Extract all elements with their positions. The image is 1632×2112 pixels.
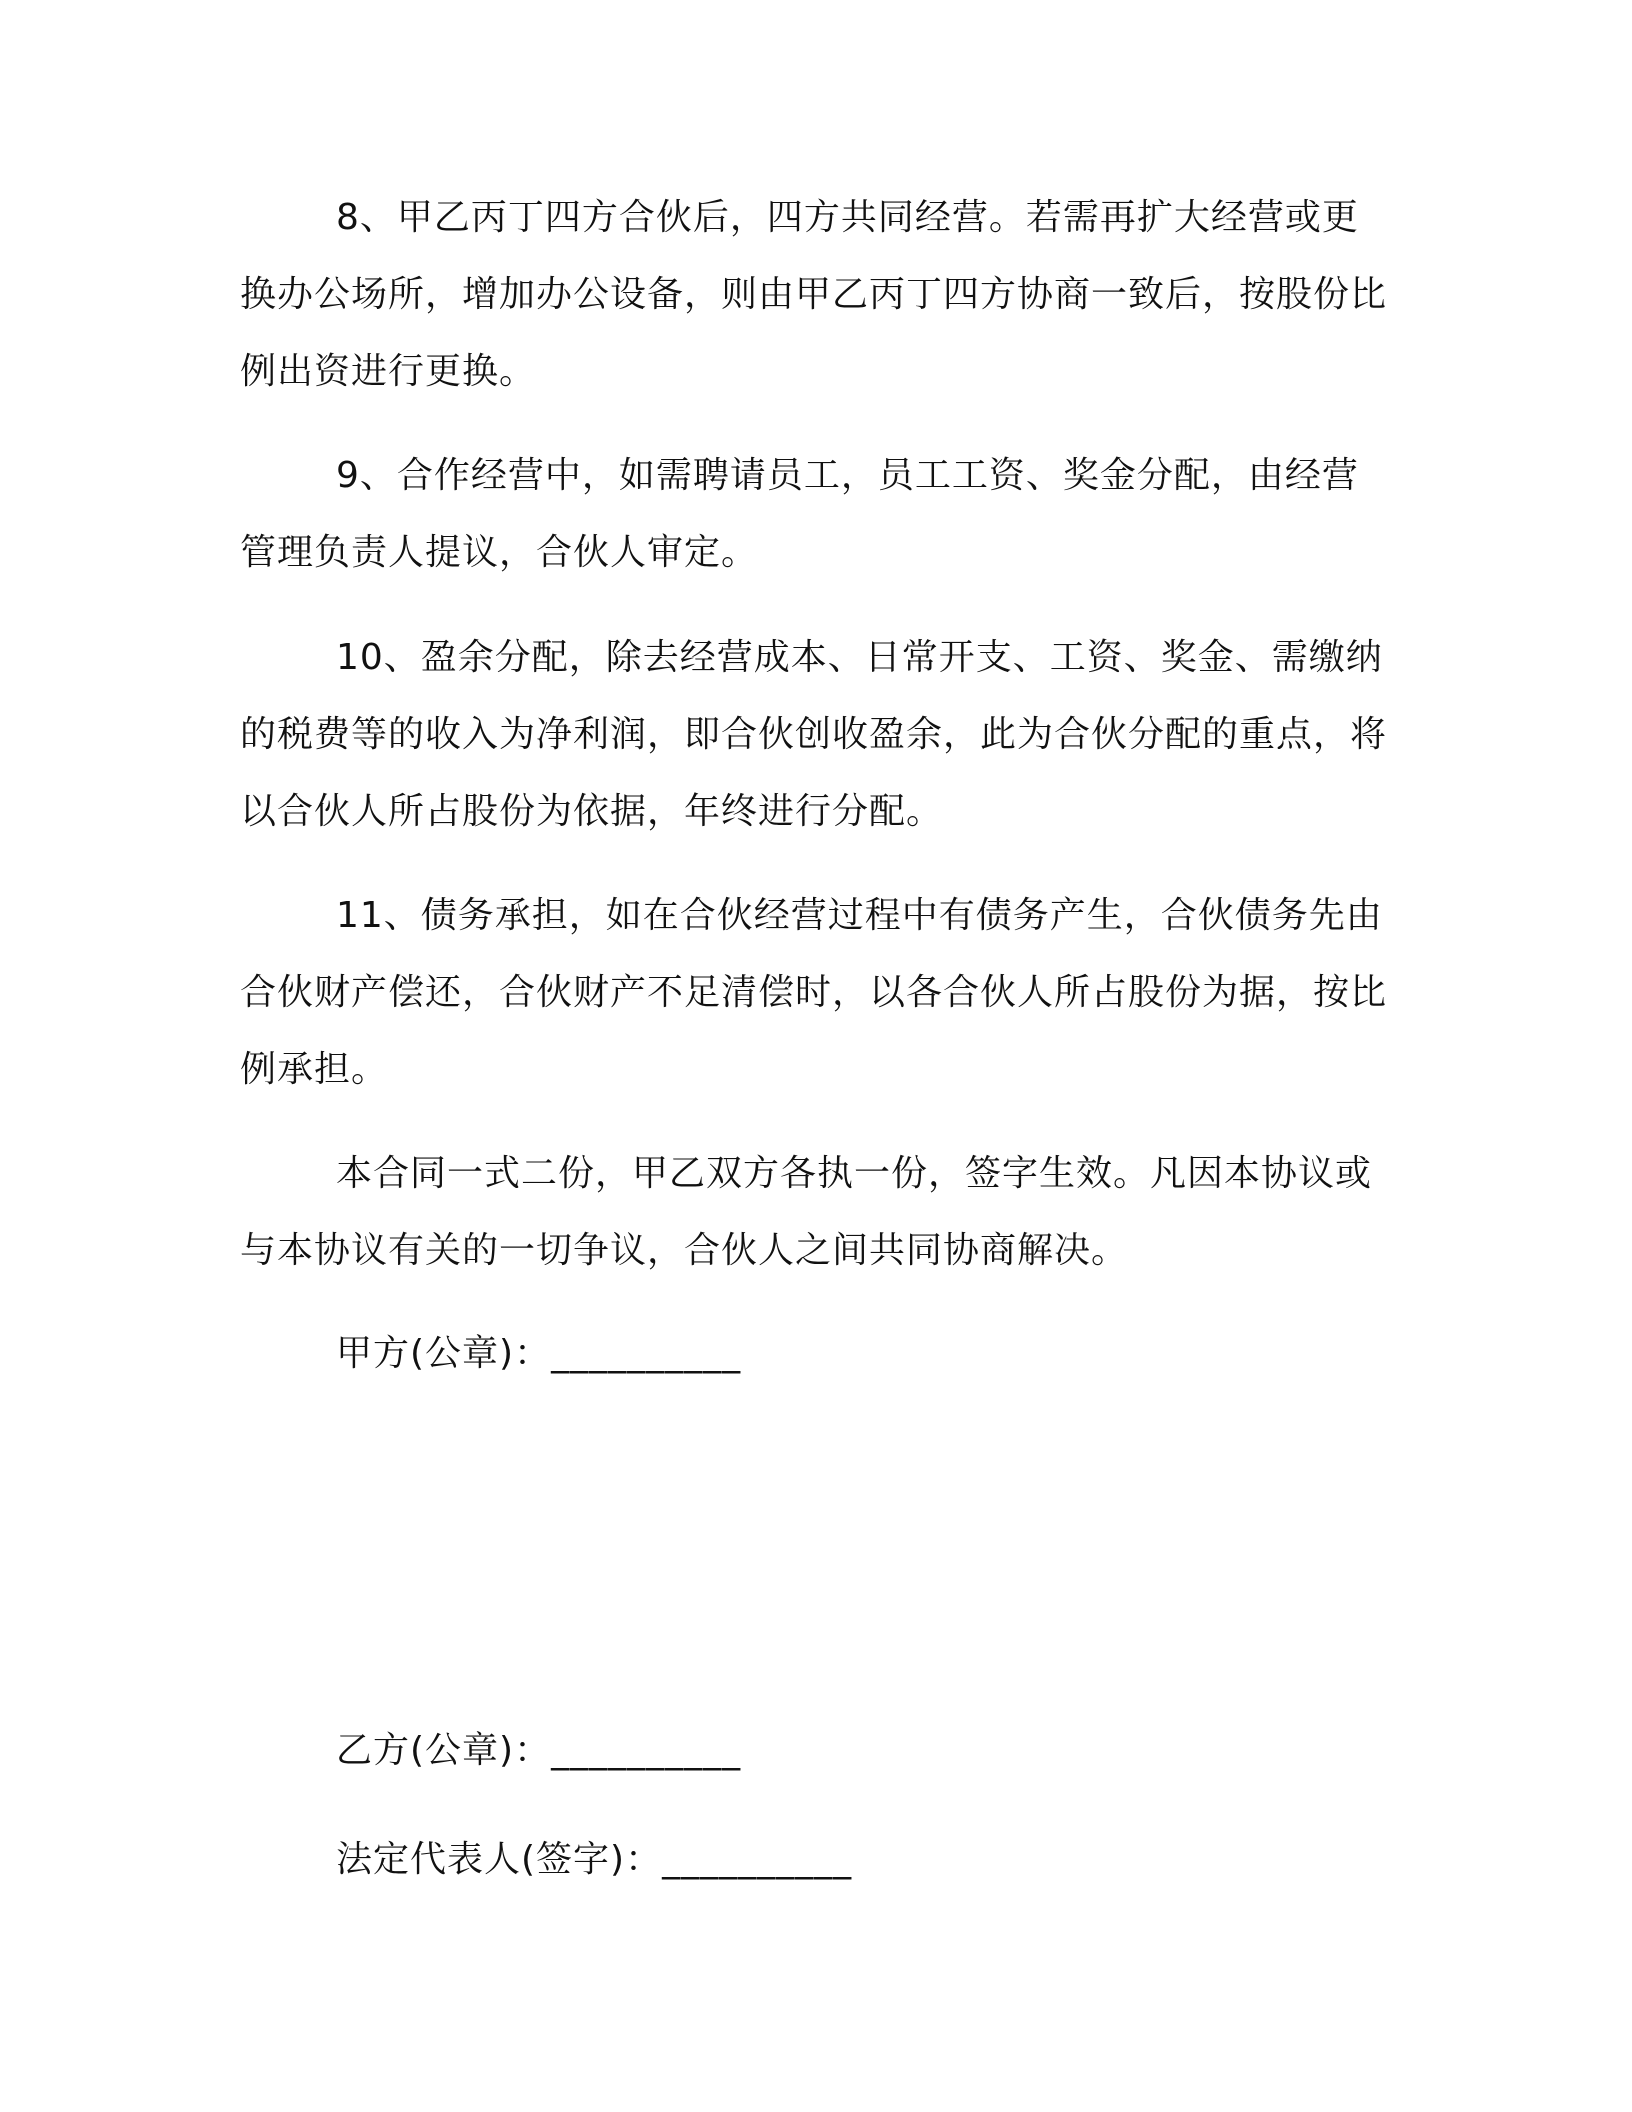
closing-paragraph: 本合同一式二份，甲乙双方各执一份，签字生效。凡因本协议或与本协议有关的一切争议，合伙人之间共同协商解决。 [240, 1153, 1373, 1271]
clause-10: 10、盈余分配，除去经营成本、日常开支、工资、奖金、需缴纳的税费等的收入为净利润，即合伙创收盈余，此为合伙分配的重点，将以合伙人所占股份为依据，年终进行分配。 [240, 637, 1388, 832]
party-b-signature-line: 乙方(公章)：__________ [336, 1730, 742, 1771]
legal-representative-signature-line: 法定代表人(签字)：__________ [336, 1839, 853, 1880]
party-a-signature-line: 甲方(公章)：__________ [336, 1333, 742, 1374]
clause-9: 9、合作经营中，如需聘请员工，员工工资、奖金分配，由经营管理负责人提议，合伙人审定。 [240, 455, 1359, 573]
clause-11: 11、债务承担，如在合伙经营过程中有债务产生，合伙债务先由合伙财产偿还，合伙财产不足清偿时，以各合伙人所占股份为据，按比例承担。 [240, 895, 1388, 1090]
clause-8: 8、甲乙丙丁四方合伙后，四方共同经营。若需再扩大经营或更换办公场所，增加办公设备，则由甲乙丙丁四方协商一致后，按股份比例出资进行更换。 [240, 197, 1388, 392]
